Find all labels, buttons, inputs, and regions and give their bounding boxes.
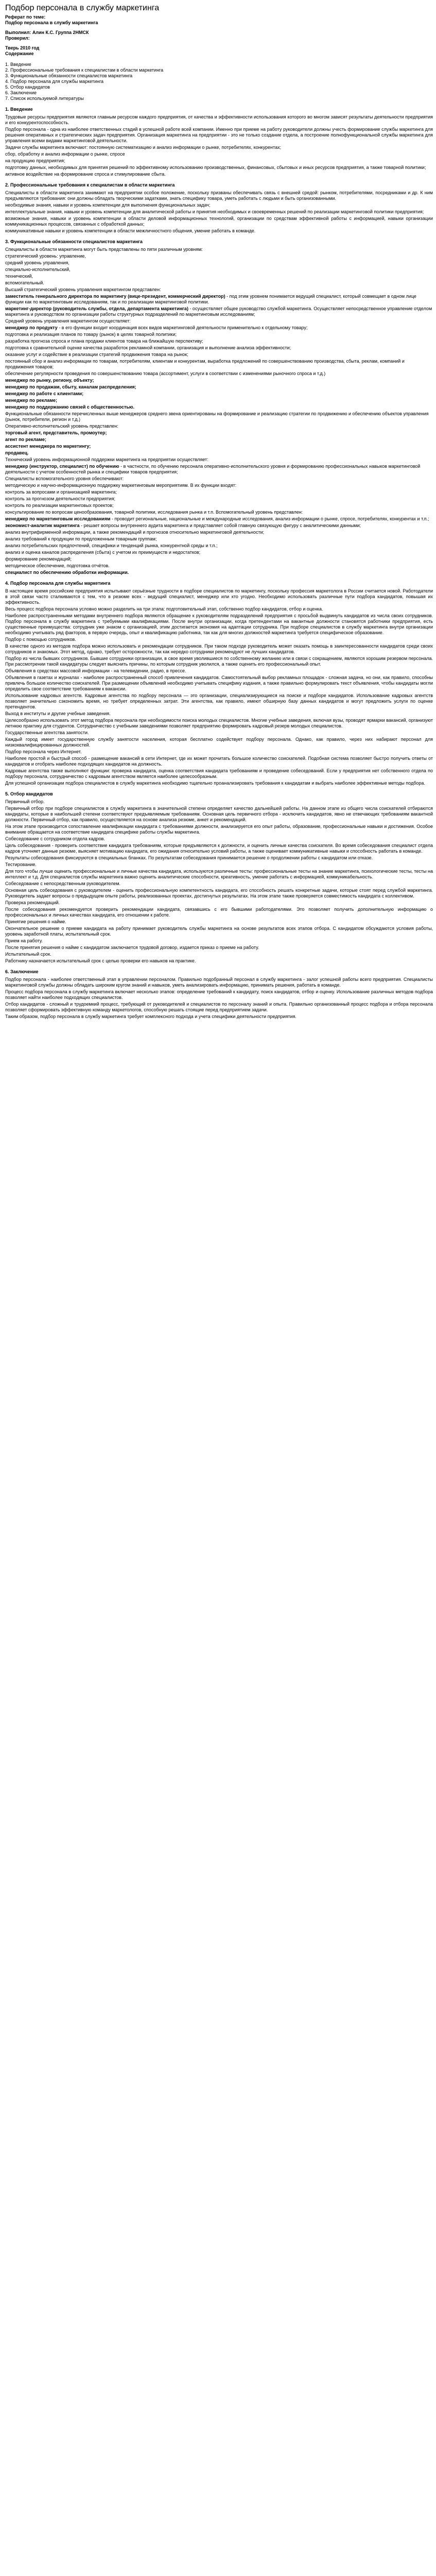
list-item — [5, 510, 433, 515]
list-item — [5, 423, 433, 429]
paragraph: Специалисты в области маркетинга могут быть представлены по пяти различным уровням: — [5, 247, 203, 252]
paragraph: активное воздействие на формирование спроса и стимулирование сбыта. — [5, 172, 166, 177]
list-item — [5, 523, 433, 529]
paragraph: подготовку данных, необходимых для принятия решений по эффективному использованию производственных, финансовых, сбытовых и иных ресурсов предприятия, а также товарной политики; — [5, 165, 426, 170]
list-item-label: менеджер по продажам, сбыту, каналам распределения; — [5, 384, 136, 389]
table-of-contents — [5, 62, 433, 101]
paragraph: на продукцию предприятия; — [5, 158, 65, 163]
paragraph: Работнику назначается испытательный срок с целью проверки его навыков на практике. — [5, 958, 196, 963]
list-item — [5, 411, 433, 422]
paragraph: Результаты собеседования фиксируются в специальных бланках. По результатам собеседования принимается решение о продолжении работы с кандидатом или отказе. — [5, 855, 373, 860]
list-item-text: контроль за прогнозом деятельности предприятия; — [5, 496, 115, 501]
list-item-text: консультирование по вопросам ценообразования, товарной политики, исследования рынка и т.п. Вспомогательный уровень представлен: — [5, 510, 303, 515]
city-year: Тверь 2010 год — [5, 45, 40, 50]
list-item-text: постоянный сбор и анализ информации по товарам, потребителям, клиентам и конкурентам, выработка предложений по совершенствованию производства, сбыта, реклам, компаний и продвижения товаров; — [5, 359, 405, 369]
list-item — [5, 325, 433, 331]
paragraph: Основная цель собеседования с руководителем - оценить профессиональную компетентность кандидата, его способность решать конкретные задачи, которые стоят перед службой маркетинга. Руководитель задает вопросы о предыдущем опыте работы, реализованных проектах, достигнутых результатах. На этом этапе также проверяется совместимость кандидата с коллективом. — [5, 888, 433, 899]
list-item — [5, 543, 433, 549]
toc-item: 7. Список используемой литературы — [5, 96, 84, 101]
list-item — [5, 437, 433, 443]
list-item-text: Высший стратегический уровень управления маркетингом представлен: — [5, 287, 161, 292]
section-heading: 1. Введение — [5, 107, 33, 112]
section-heading: 3. Функциональные обязанности специалистов маркетинга — [5, 239, 143, 244]
list-item — [5, 384, 433, 390]
list-item-text: методическое обеспечение, подготовка отчётов. — [5, 563, 110, 568]
list-item — [5, 550, 433, 555]
list-item — [5, 476, 433, 482]
paragraph: Окончательное решение о приеме кандидата на работу принимает руководитель службы маркетинга на основе результатов всех этапов отбора. С кандидатом обсуждаются условия работы, уровень заработной платы, испытательный срок. — [5, 926, 433, 937]
paragraph: вспомогательный. — [5, 280, 44, 285]
checked-label: Проверил: — [5, 36, 30, 41]
paragraph: технический, — [5, 274, 33, 279]
list-item-label: менеджер (инструктор, специалист) по обучению — [5, 464, 119, 469]
section — [5, 581, 433, 786]
list-item-label: заместитель генерального директора по маркетингу (вице-президент, коммерческий директор) — [5, 294, 225, 299]
list-item-text: Оперативно-исполнительский уровень представлен: — [5, 423, 118, 429]
list-item-label: менеджер по маркетинговым исследованиям — [5, 516, 111, 521]
section-heading: 5. Отбор кандидатов — [5, 791, 53, 796]
toc-item: 4. Подбор персонала для службы маркетинга — [5, 79, 104, 84]
section — [5, 791, 433, 964]
paragraph: Подбор с помощью сотрудников. — [5, 637, 76, 642]
paragraph: Подбор персонала - наиболее ответственный этап в управлении персоналом. Правильно подобранный персонал в службу маркетинга - залог успешной работы всего предприятия. Специалисты маркетинговой службы должны обладать широким кругом знаний и навыков, уметь анализировать информацию, принимать решения, работать в команде. — [5, 977, 433, 988]
paragraph: Объявления в газетах и журналах - наиболее распространенный способ привлечения кандидатов. Самостоятельный выбор рекламных площадок - сложная задача, но они, как правило, способны привлечь большое количество соискателей. При размещении объявлений необходимо учитывать специфику издания, а также правильно формулировать текст объявления, чтобы кандидаты могли определить свое соответствие требованиям к вакансии. — [5, 675, 433, 691]
list-item-text: - осуществляет общее руководство службой маркетинга. Осуществляет непосредственное управление отделом маркетинга и руководством по организации работы структурных подразделений по маркетинговым исследованиям; — [5, 306, 432, 317]
list-item-text: подготовка и реализация планов по товару (рынок) в целях товарной политики; — [5, 332, 177, 337]
paragraph: Кадровые агентства также выполняют функции: проверка кандидата, оценка соответствия кандидата требованиям и проведение собеседований. Если у предприятия нет собственного отдела по подбору персонала, сотрудничество с кадровым агентством является наиболее целесообразным. — [5, 768, 433, 779]
list-item — [5, 404, 433, 410]
list-item-label: менеджер по работе с клиентами; — [5, 391, 84, 396]
list-item-text: Технический уровень информационной поддержки маркетинга на предприятии осуществляет: — [5, 457, 208, 462]
list-item-text: - под этим уровнем понимается ведущий специалист, который совмещает в одном лице функции как по маркетинговым исследованиям, так и по реализации маркетинговой политики. — [5, 294, 416, 304]
section-heading: 2. Профессиональные требования к специалистам в области маркетинга — [5, 182, 175, 188]
list-item-text: - проводит региональные, национальные и международные исследования, анализ информации о рынке, спросе, потребителях, конкурентах и т.п.; — [110, 516, 429, 521]
paragraph: Прием на работу. — [5, 938, 43, 943]
paragraph: Специалисты в области маркетинга занимают на предприятии особое положение, поскольку призваны обеспечивать связь с внешней средой: рынком, потребителями, посредниками и др. К ним предъявляются требования: они должны обладать творческими задатками, знать специфику товара, уметь работать с людьми и быть организованными. — [5, 190, 433, 201]
list-item-label: продавец. — [5, 450, 29, 455]
paragraph: Выход в институты и другие учебные заведения. — [5, 711, 111, 716]
list-item — [5, 359, 433, 370]
list-item-label: экономист-аналитик маркетинга — [5, 523, 80, 528]
list-item-text: - решает вопросы внутреннего аудита маркетинга и представляет собой главную связующую фигуру с аналитическими данными; — [79, 523, 361, 528]
paragraph: После собеседования рекомендуется проверить рекомендации кандидата, связавшись с его бывшими работодателями. Это позволяет получить дополнительную информацию о профессиональных и личных качествах кандидата, его отношении к работе. — [5, 907, 433, 918]
list-item — [5, 318, 433, 324]
paragraph: После принятия решения о найме с кандидатом заключается трудовой договор, издается приказ о приеме на работу. — [5, 945, 259, 950]
list-item — [5, 378, 433, 383]
paragraph: Таким образом, подбор персонала в службу маркетинга требует комплексного подхода и учета специфики деятельности предприятия. — [5, 1014, 297, 1019]
paragraph: сбор, обработку и анализ информации о рынке, спросе — [5, 151, 125, 157]
paragraph: Проверка рекомендаций. — [5, 900, 60, 905]
paragraph: специально-исполнительский, — [5, 267, 71, 272]
section — [5, 969, 433, 1020]
list-item-label: торговый агент, представитель, промоутер; — [5, 430, 107, 435]
list-item — [5, 430, 433, 436]
paragraph: Для успешной организации подбора специалистов в службу маркетинга необходимо тщательно проанализировать требования к кандидатам и выбрать наиболее эффективные методы подбора. — [5, 781, 425, 786]
list-item-text: обеспечение регулярности проведения по совершенствованию товара (ассортимент, услуги в соответствии с изменениями рыночного спроса и т.д.) — [5, 371, 326, 376]
list-item — [5, 287, 433, 293]
paragraph: средний уровень управления, — [5, 260, 69, 265]
paragraph: Собеседование с непосредственным руководителем. — [5, 881, 121, 886]
section-heading: 6. Заключение — [5, 969, 39, 974]
paragraph: Процесс подбора персонала в службу маркетинга включает несколько этапов: определение требований к кандидату, поиск кандидатов, отбор и оценку. Использование различных методов подбора позволяет найти наиболее подходящих специалистов. — [5, 989, 433, 1000]
list-item-label: менеджер по рекламе; — [5, 398, 58, 403]
paragraph: Наиболее простой и быстрый способ - размещение вакансий в сети Интернет, где их может прочитать большое количество соискателей. Подобная система позволяет быстро получить ответы от кандидатов и отобрать наиболее подходящих кандидатов на должность. — [5, 756, 433, 767]
list-item-text: разработка прогноза спроса и плана продажи клиентов товара на ближайшую перспективу; — [5, 338, 203, 344]
paragraph: Цель собеседования - проверить соответствие кандидата требованиям, которые предъявляются к должности, и оценить личные качества соискателя. Во время собеседования специалист отдела кадров уточняет данные резюме, выясняет мотивацию кандидата, его ожидания относительно условий работы, а также оценивает коммуникативные навыки и способность работать в команде. — [5, 843, 433, 854]
paragraph: Подбор персонала - одна из наиболее ответственных стадий в успешной работе всей компании. Именно при приеме на работу руководители должны учесть формирование службы маркетинга для решения оперативных и стратегических задач предприятия. Организация маркетинга на предприятии - это не только создание отдела, а построение полнофункциональной службы маркетинга для управления всеми видами маркетинговой деятельности. — [5, 127, 433, 143]
list-item-text: - в его функции входит координация всех видов маркетинговой деятельности применительно к отдельному товару; — [57, 325, 308, 330]
paragraph: Собеседование с сотрудником отдела кадров. — [5, 836, 105, 841]
list-item — [5, 444, 433, 449]
list-item — [5, 496, 433, 502]
paragraph: Подбор персонала через Интернет. — [5, 749, 82, 754]
list-item-text: формирование рекомендаций; — [5, 556, 72, 562]
section — [5, 182, 433, 234]
paragraph: Задачи службы маркетинга включают: постоянную систематизацию и анализ информации о рынке, потребителях, конкурентах; — [5, 145, 282, 150]
paragraph: Объявления в средствах массовой информации - на телевидении, радио, в прессе. — [5, 668, 186, 673]
document-meta — [5, 14, 433, 57]
list-item — [5, 294, 433, 305]
list-item-text: контроль по реализации маркетинговых проектов; — [5, 503, 114, 508]
list-item — [5, 391, 433, 397]
toc-item: 6. Заключение — [5, 90, 37, 95]
section-heading: 4. Подбор персонала для службы маркетинга — [5, 581, 111, 586]
paragraph: Тестирование. — [5, 862, 37, 867]
list-item — [5, 503, 433, 509]
list-item-text: оказание услуг и содействие в реализации стратегий продвижения товара на рынок; — [5, 352, 188, 357]
list-item-text: анализ требований к продукции по предложенным товарным группам; — [5, 536, 157, 541]
paragraph: Государственные агентства занятости. — [5, 730, 89, 735]
list-item-label: менеджер по поддержанию связей с общественностью. — [5, 404, 135, 410]
paragraph: Наиболее распространенными методами внутреннего подбора являются обращение к руководителям подразделений предприятия с просьбой выдвинуть кандидатов из числа своих сотрудников. Подбор персонала в службу маркетинга с требуемыми квалификациями. После внутри организации, когда претендентами на вакантные должности становятся работники предприятия, есть существенные преимущества: сотрудник уже знаком с организацией, этим достигается экономия на адаптации сотрудника. При подборе специалистов в службу маркетинга внутри организации необходимо учитывать ряд факторов, в первую очередь, опыт и квалификацию работника, так как для многих должностей маркетинга требуется специфическое образование. — [5, 613, 433, 635]
list-item-label: ассистент менеджера по маркетингу; — [5, 444, 91, 449]
paragraph: Целесообразно использовать этот метод подбора персонала при необходимости поиска молодых специалистов. Многие учебные заведения, включая вузы, проводят ярмарки вакансий, организуют летнюю практику для студентов. Сотрудничество с учебными заведениями позволяет предприятию формировать кадровый резерв молодых специалистов. — [5, 718, 433, 728]
paragraph: На этом этапе производится сопоставление квалификации кандидата с требованиями должности, анализируется его опыт работы, образование, профессиональные навыки и достижения. Особое внимание обращается на соответствие кандидата специфике работы службы маркетинга. — [5, 824, 433, 835]
list-item — [5, 489, 433, 495]
list-item-text: анализ потребительских предпочтений, специфики и тенденций рынка, конкурентной среды и т.п.; — [5, 543, 218, 548]
list-item — [5, 464, 433, 475]
list-item-label: агент по рекламе; — [5, 437, 47, 442]
list-item — [5, 556, 433, 562]
list-item-text: анализ внутрифирменной информации, а также рекомендаций и прогнозов относительно маркетинговой деятельности; — [5, 530, 265, 535]
list-item-text: Специалисты вспомогательного уровня обеспечивают: — [5, 476, 124, 481]
list-item — [5, 450, 433, 456]
paragraph: В настоящее время российские предприятия испытывают серьёзные трудности в подборе специалистов по маркетингу, поскольку профессия маркетолога в России считается новой. Работодатели в этой связи часто сталкиваются с тем, что в резюме всех - ведущий специалист, менеджер или кто угодно. Необходимо использовать различные пути подбора кандидатов, повышая их эффективность. — [5, 588, 433, 605]
paragraph: Трудовые ресурсы предприятия являются главным ресурсом каждого предприятия, от качества и эффективности использования которого во многом зависят результаты деятельности предприятия и его конкурентоспособность. — [5, 114, 433, 125]
list-item — [5, 345, 433, 351]
toc-item: 2. Профессиональные требования к специалистам в области маркетинга — [5, 67, 164, 73]
list-item-label: специалист по обеспечению обработки информации. — [5, 570, 129, 575]
toc-item: 1. Введение — [5, 62, 31, 67]
paragraph: Использование кадровых агентств. Кадровые агентства по подбору персонала — это организации, специализирующиеся на поиске и подборе кандидатов. Использование кадровых агентств позволяет значительно сэкономить время, но требует определенных затрат. Эти агентства, как правило, имеют обширную базу данных кандидатов и могут предложить услуги по оценке претендентов. — [5, 693, 433, 709]
section — [5, 107, 433, 177]
list-item-text: подготовка к сравнительной оценке качества разработок рекламной компании, организация и выполнение анализа эффективности; — [5, 345, 291, 350]
author-label: Выполнил: — [5, 30, 31, 35]
list-item-text: методическую и научно-информационную поддержку маркетинговым мероприятиям. В их функции входят: — [5, 483, 237, 488]
section — [5, 239, 433, 575]
list-item — [5, 570, 433, 575]
paragraph: Испытательный срок. — [5, 952, 51, 957]
toc-item: 3. Функциональные обязанности специалистов маркетинга — [5, 73, 133, 78]
document-title: Подбор персонала в службу маркетинга — [5, 4, 160, 12]
list-item — [5, 457, 433, 463]
toc-item: 5. Отбор кандидатов — [5, 84, 50, 90]
list-item — [5, 536, 433, 542]
list-item — [5, 338, 433, 344]
list-item — [5, 516, 433, 522]
document-body — [5, 107, 433, 1020]
list-item — [5, 332, 433, 337]
toc-label: Содержание — [5, 51, 34, 56]
list-item — [5, 371, 433, 377]
paragraph: Первичный отбор. — [5, 799, 45, 804]
paragraph: Весь процесс подбора персонала условно можно разделить на три этапа: подготовительный этап, собственно подбор кандидатов, отбор и оценка. — [5, 606, 323, 612]
list-item — [5, 530, 433, 535]
paragraph: Принятие решения о найме. — [5, 919, 66, 924]
topic: Подбор персонала в службу маркетинга — [5, 20, 98, 25]
paragraph: В качестве одного из методов подбора можно использовать и рекомендации сотрудников. При таком подходе руководитель может оказать помощь в заинтересованности кандидатов среди своих сотрудников и знакомых. Этот метод, однако, требует осторожности, так как нередко сотрудники рекомендуют не лучших кандидатов. — [5, 643, 433, 654]
paragraph: стратегический уровень: управление, — [5, 253, 86, 259]
author: Алин К.С. Группа 2НМСК — [32, 30, 89, 35]
list-item — [5, 398, 433, 403]
paragraph: возможные знания, навыки и уровень компетенции в области деловой информационных технологий, организации по средствам эффективной работы с информацией, навыки организации коммуникационных процессов, связанных с обработкой данных; — [5, 216, 433, 227]
list-item — [5, 563, 433, 569]
list-item — [5, 306, 433, 317]
list-item-label: маркетинг-директор (руководитель службы, отдела, департамента маркетинга) — [5, 306, 188, 311]
paragraph: интеллектуальные знания, навыки и уровень компетенции для аналитической работы и принятия необходимых и своевременных решений по реализации маркетинговой политики предприятия; — [5, 209, 424, 214]
list-item-text: контроль за вопросами и организацией маркетинга; — [5, 489, 117, 495]
paragraph: необходимые знания, навыки и уровень компетенции для выполнения функциональных задач; — [5, 202, 211, 208]
paragraph: Каждый город имеет государственную службу занятости населения, которая бесплатно содействует подбору персонала. Однако, как правило, через них набирают персонал для низкоквалифицированных должностей. — [5, 737, 433, 748]
list-item-text: Средний уровень управления маркетингом осуществляет: — [5, 318, 131, 324]
paragraph: Отбор кандидатов - сложный и трудоемкий процесс, требующий от руководителей и специалистов по персоналу знаний и опыта. Правильно организованный процесс подбора и отбора персонала позволяет сформировать эффективную команду маркетологов, способную решать стоящие перед предприятием задачи. — [5, 1002, 433, 1012]
paragraph: Подбор из числа бывших сотрудников. Бывшие сотрудники организации, в свое время уволившиеся по собственному желанию или в связи с сокращением, являются хорошим резервом персонала. При рассмотрении такой кандидатуры следует выяснить причины, по которым сотрудник уволился, а также оценить его профессиональный опыт. — [5, 656, 433, 667]
list-item — [5, 352, 433, 358]
list-item-text: анализ и оценка каналов распределения (сбыта) с учетом их преимуществ и недостатков; — [5, 550, 201, 555]
list-item — [5, 483, 433, 488]
list-item-text: Функциональные обязанности перечисленных выше менеджеров среднего звена ориентированы на формирование и реализацию стратегии по продвижению и обеспечению объектов управления (рынок, потребители, регион и т.д.) — [5, 411, 429, 422]
type-label: Реферат по теме: — [5, 14, 46, 20]
list-item-label: менеджер по рынку, региону, объекту; — [5, 378, 94, 383]
paragraph: Первичный отбор при подборе специалистов в службу маркетинга в значительной степени определяет качество дальнейшей работы. На данном этапе из общего числа соискателей отбираются кандидаты, которые в наибольшей степени соответствуют предъявляемым требованиям. Основная цель первичного отбора - исключить кандидатов, явно не отвечающих требованиям вакантной должности. Первичный отбор, как правило, осуществляется на основе анализа резюме, анкет и рекомендаций. — [5, 806, 433, 822]
list-item-label: менеджер по продукту — [5, 325, 58, 330]
paragraph: Для того чтобы лучше оценить профессиональные и личные качества кандидата, используются различные тесты: профессиональные тесты на знание маркетинга, психологические тесты, тесты на интеллект и т.д. Для специалистов службы маркетинга важно оценить аналитические способности, креативность, умение работать с информацией, коммуникабельность. — [5, 869, 433, 879]
list-item-text: - в частности, по обучению персонала оперативно-исполнительского уровня и формированию профессиональных навыков маркетинговой деятельности с учетом особенностей рынка и специфики товаров предприятия; — [5, 464, 421, 474]
paragraph: коммуникативные навыки и уровень компетенции в области межличностного общения, умение работать в команде. — [5, 228, 256, 233]
